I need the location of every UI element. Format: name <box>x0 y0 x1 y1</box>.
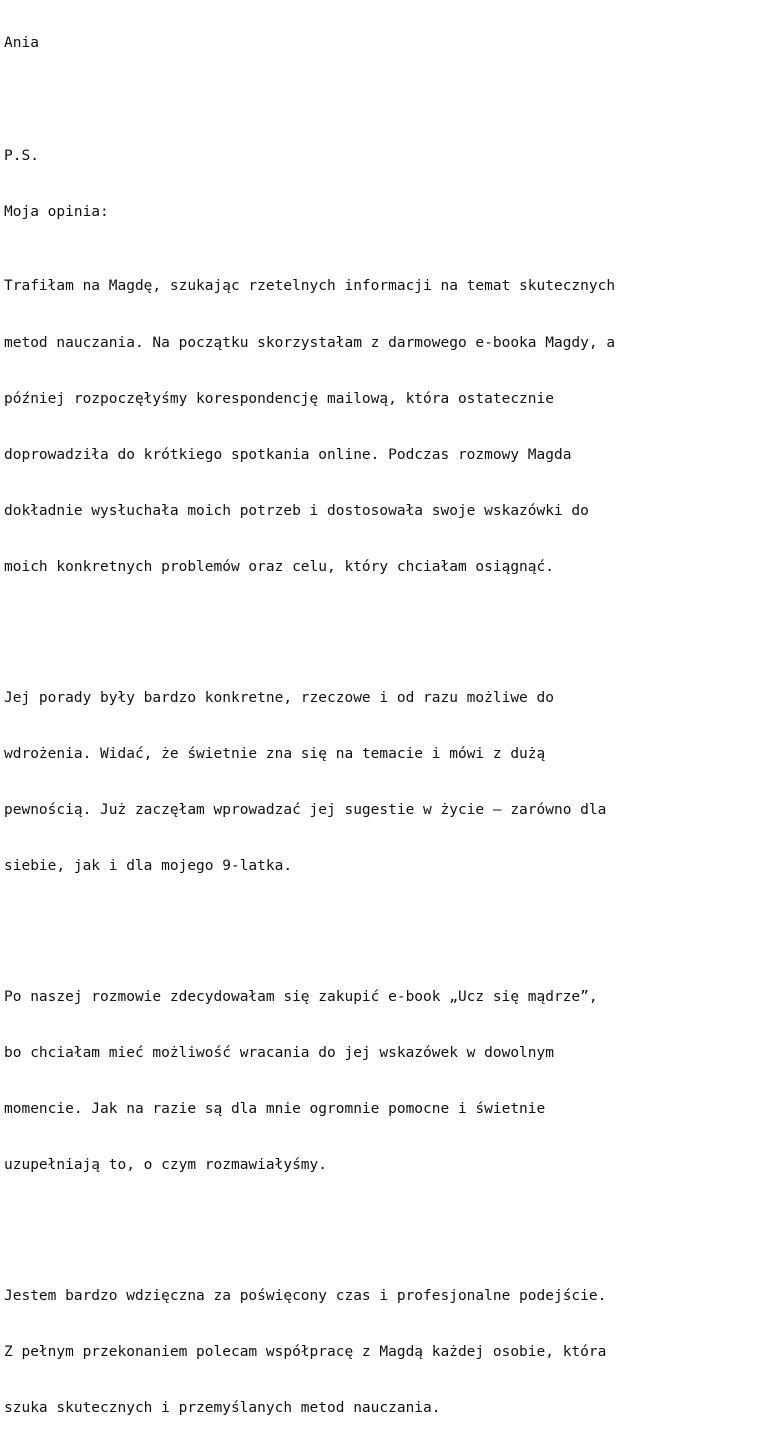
paragraph-1-line: dokładnie wysłuchała moich potrzeb i dostosowała swoje wskazówki do <box>4 502 589 519</box>
blank-line <box>4 1212 615 1231</box>
paragraph-2-line: pewnością. Już zaczęłam wprowadzać jej sugestie w życie – zarówno dla <box>4 802 607 819</box>
opinion-heading: Moja opinia: <box>4 203 109 220</box>
paragraph-1-line: moich konkretnych problemów oraz celu, który chciałam osiągnąć. <box>4 558 554 575</box>
blank-line <box>4 913 615 932</box>
paragraph-2-line: siebie, jak i dla mojego 9-latka. <box>4 858 293 875</box>
paragraph-1-line: później rozpoczęłyśmy korespondencję mailową, która ostatecznie <box>4 390 554 407</box>
paragraph-3-line: uzupełniają to, o czym rozmawiałyśmy. <box>4 1157 328 1174</box>
paragraph-1-line: metod nauczania. Na początku skorzystałam z darmowego e-booka Magdy, a <box>4 334 616 351</box>
blank-line <box>4 91 615 110</box>
paragraph-2-line: wdrożenia. Widać, że świetnie zna się na temacie i mówi z dużą <box>4 745 546 762</box>
paragraph-4-line: szuka skutecznych i przemyślanych metod nauczania. <box>4 1400 441 1417</box>
email-body <box>4 0 615 1437</box>
paragraph-3-line: Po naszej rozmowie zdecydowałam się zakupić e-book „Ucz się mądrze”, <box>4 989 598 1006</box>
signature: Ania <box>4 35 39 52</box>
paragraph-1-line: Trafiłam na Magdę, szukając rzetelnych informacji na temat skutecznych <box>4 278 616 295</box>
paragraph-1-line: doprowadziła do krótkiego spotkania online. Podczas rozmowy Magda <box>4 446 572 463</box>
paragraph-3-line: momencie. Jak na razie są dla mnie ogromnie pomocne i świetnie <box>4 1101 546 1118</box>
paragraph-4-line: Z pełnym przekonaniem polecam współpracę z Magdą każdej osobie, która <box>4 1344 607 1361</box>
paragraph-3-line: bo chciałam mieć możliwość wracania do jej wskazówek w dowolnym <box>4 1045 554 1062</box>
paragraph-4-line: Jestem bardzo wdzięczna za poświęcony czas i profesjonalne podejście. <box>4 1288 607 1305</box>
ps-label: P.S. <box>4 147 39 164</box>
paragraph-2-line: Jej porady były bardzo konkretne, rzeczowe i od razu możliwe do <box>4 689 554 706</box>
blank-line <box>4 614 615 633</box>
